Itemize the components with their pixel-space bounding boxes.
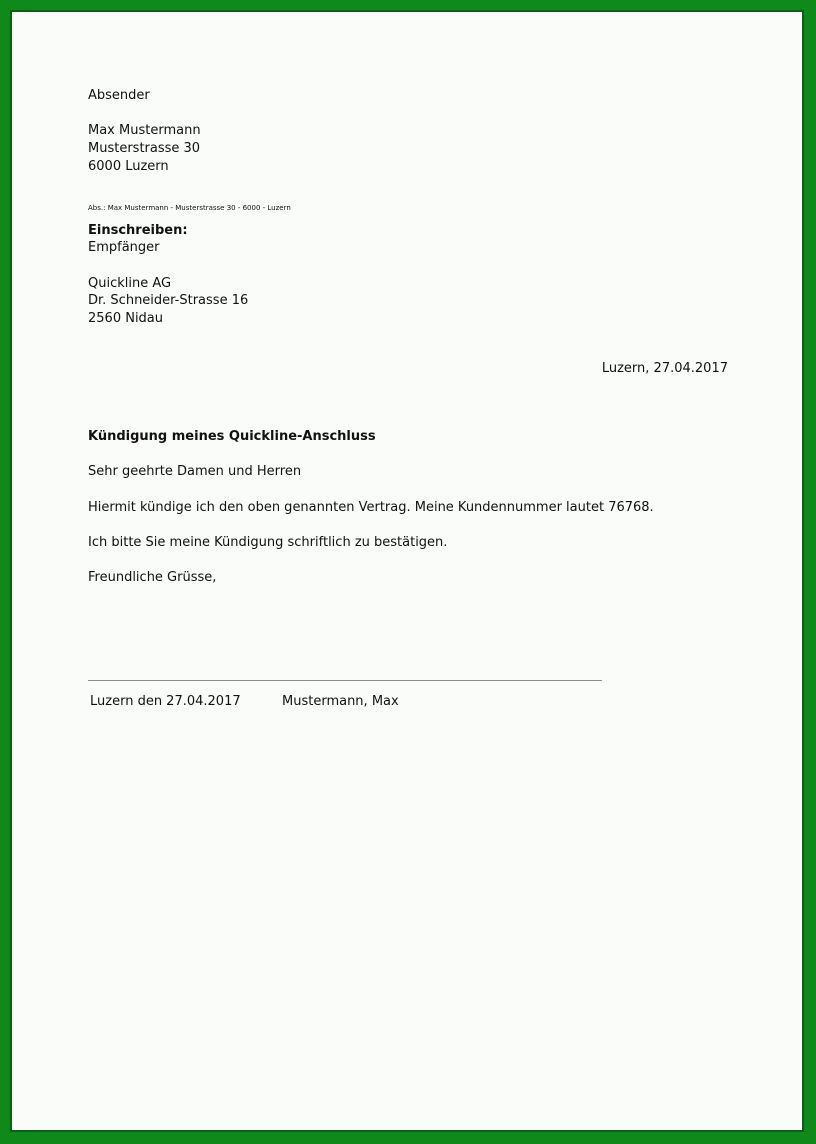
recipient-name: Quickline AG	[88, 276, 172, 291]
body-paragraph: Ich bitte Sie meine Kündigung schriftlich zu bestätigen.	[88, 535, 448, 550]
sender-name: Max Mustermann	[88, 123, 201, 138]
salutation: Sehr geehrte Damen und Herren	[88, 464, 302, 479]
body-paragraph: Hiermit kündige ich den oben genannten Vertrag. Meine Kundennummer lautet 76768.	[88, 500, 654, 515]
recipient-heading: Empfänger	[88, 240, 160, 255]
signature-name: Mustermann, Max	[282, 694, 399, 709]
letter-page	[10, 10, 804, 1132]
sender-city: 6000 Luzern	[88, 159, 169, 174]
signature-line	[88, 680, 602, 681]
recipient-city: 2560 Nidau	[88, 311, 164, 326]
closing: Freundliche Grüsse,	[88, 570, 217, 585]
sender-heading: Absender	[88, 88, 150, 103]
signature-place-date: Luzern den 27.04.2017	[90, 694, 241, 709]
place-date: Luzern, 27.04.2017	[601, 361, 728, 376]
subject-line: Kündigung meines Quickline-Anschluss	[88, 429, 376, 444]
recipient-street: Dr. Schneider-Strasse 16	[88, 293, 249, 308]
sender-street: Musterstrasse 30	[88, 141, 201, 156]
registered-label: Einschreiben:	[88, 223, 188, 238]
return-address-line: Abs.: Max Mustermann - Musterstrasse 30 - 6000 - Luzern	[88, 204, 291, 212]
